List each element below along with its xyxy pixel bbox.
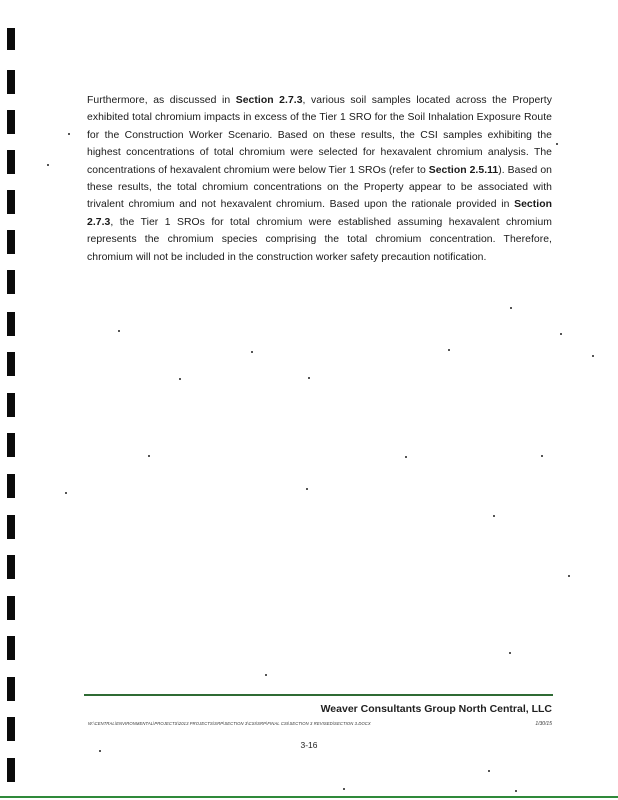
page-number: 3-16 bbox=[300, 740, 318, 750]
section-reference: Section 2.7.3 bbox=[235, 95, 303, 106]
bottom-edge-line bbox=[0, 796, 618, 798]
body-paragraph bbox=[87, 92, 552, 266]
company-name: Weaver Consultants Group North Central, LLC bbox=[320, 703, 552, 715]
paragraph-text: , the Tier 1 SROs for total chromium were established assuming hexavalent chromium represents the chromium species comprising the total chromium concentration. Therefore, chromium will not be included in the construction worker safety precaution notification. bbox=[87, 216, 552, 263]
paragraph-text: Furthermore, as discussed in bbox=[87, 95, 236, 106]
footer-rule bbox=[84, 694, 553, 696]
section-reference: Section 2.7.3 bbox=[87, 199, 552, 228]
paragraph-text: , various soil samples located across the Property exhibited total chromium impacts in excess of the Tier 1 SRO for the Soil Inhalation Exposure Route for the Construction Worker Scenario. Based on these results, the CSI samples exhibiting the highest concentrations of total chromium were selected for hexavalent chromium analysis. The concentrations of hexavalent chromium were below Tier 1 SROs (refer to bbox=[87, 95, 552, 176]
file-path: W:\CENTRAL\ENVIRONMENTAL\PROJECTS\2013 PROJECTS\SRP\SECTION 3\CSI\SRP\FINAL CSI\SECTION 3 REVISED\SECTION 3.DOCX bbox=[88, 721, 371, 726]
revision-date: 1/30/15 bbox=[535, 721, 552, 727]
paragraph-text: ). Based on these results, the total chromium concentrations on the Property appear to be associated with trivalent chromium and not hexavalent chromium. Based upon the rationale provided in bbox=[87, 164, 552, 211]
section-reference: Section 2.5.11 bbox=[428, 164, 499, 176]
